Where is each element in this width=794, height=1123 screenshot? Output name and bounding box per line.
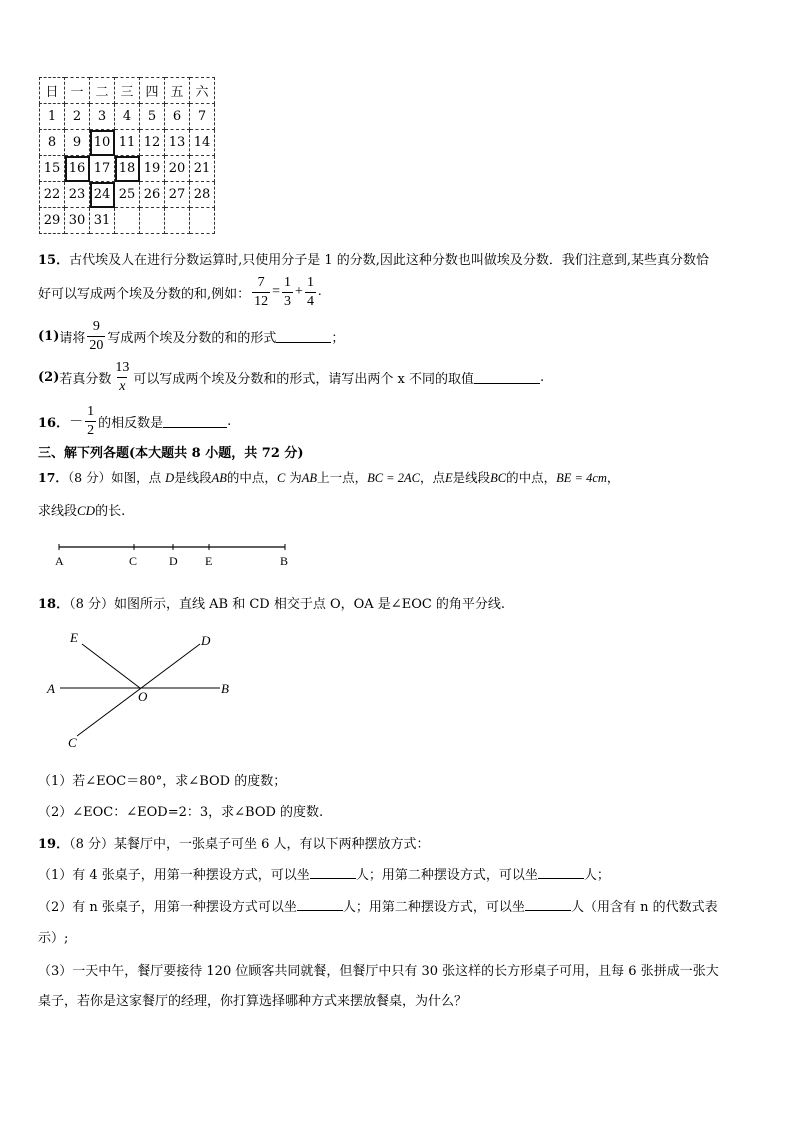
calendar-header-cell: 一 bbox=[65, 78, 90, 104]
calendar-cell: 17 bbox=[90, 156, 115, 182]
q19-part3-cont: 桌子，若你是这家餐厅的经理，你打算选择哪种方式来摆放餐桌，为什么？ bbox=[38, 994, 468, 1009]
q17-equation: BC = 2AC bbox=[367, 471, 420, 485]
q18-line bbox=[38, 593, 505, 612]
calendar-cell: 23 bbox=[65, 182, 90, 208]
q17-equation: BE = 4cm bbox=[556, 471, 607, 485]
frac-numerator: 13 bbox=[115, 359, 130, 375]
q15-part1-text-a: 请将 bbox=[59, 330, 86, 346]
q15-part2 bbox=[38, 358, 544, 396]
calendar-header-cell: 三 bbox=[115, 78, 140, 104]
calendar-cell: 15 bbox=[40, 156, 65, 182]
q16-text: 的相反数是 bbox=[98, 415, 164, 431]
calendar-cell: 27 bbox=[165, 182, 190, 208]
q15-text-2: 好可以写成两个埃及分数的和,例如： bbox=[38, 286, 251, 302]
q15-part1 bbox=[38, 318, 344, 354]
calendar-row bbox=[40, 208, 215, 234]
q16-end: . bbox=[227, 413, 232, 429]
q17-line2 bbox=[38, 500, 125, 519]
point-label-e: E bbox=[70, 630, 78, 645]
q15-part1-end: ； bbox=[331, 330, 345, 346]
answer-blank[interactable] bbox=[525, 898, 571, 911]
calendar-cell bbox=[140, 208, 165, 234]
q19-part1 bbox=[38, 864, 610, 883]
answer-blank[interactable] bbox=[297, 898, 343, 911]
q17-var: BC bbox=[490, 471, 507, 485]
q15-line2 bbox=[38, 274, 321, 310]
equals-sign: = bbox=[272, 284, 281, 299]
q19-part2-cont: 示）; bbox=[38, 931, 69, 946]
ray-oe bbox=[82, 644, 140, 688]
frac-numerator: 1 bbox=[306, 274, 314, 290]
q15-example-frac-1 bbox=[252, 276, 270, 309]
q17-var: E bbox=[444, 471, 453, 485]
q15-part2-frac bbox=[113, 361, 131, 394]
minus-sign: － bbox=[69, 415, 84, 430]
calendar-cell: 25 bbox=[115, 182, 140, 208]
answer-blank[interactable] bbox=[310, 866, 356, 879]
q15-part2-text-a: 若真分数 bbox=[59, 371, 112, 387]
calendar-cell: 8 bbox=[40, 130, 65, 156]
calendar-cell: 7 bbox=[190, 104, 215, 130]
q17-text: 的中点， bbox=[226, 470, 277, 485]
q18-part2: （2）∠EOC：∠EOD=2：3，求∠BOD 的度数. bbox=[38, 805, 324, 820]
q17-number: 17． bbox=[38, 470, 68, 485]
calendar-header-row bbox=[40, 78, 215, 104]
q15-example-frac-3 bbox=[305, 276, 316, 309]
q17-var: AB bbox=[301, 471, 318, 485]
section-heading: 三、解下列各题(本大题共 8 小题，共 72 分) bbox=[38, 446, 304, 461]
calendar-cell: 31 bbox=[90, 208, 115, 234]
answer-blank[interactable] bbox=[474, 371, 540, 384]
point-label-a: A bbox=[47, 681, 55, 696]
calendar-header-cell: 四 bbox=[140, 78, 165, 104]
calendar-cell: 28 bbox=[190, 182, 215, 208]
calendar-cell: 21 bbox=[190, 156, 215, 182]
q19-part2-text: （2）有 n 张桌子，用第一种摆设方式可以坐 bbox=[38, 900, 297, 915]
q19-line bbox=[38, 833, 430, 852]
q19-number: 19． bbox=[38, 837, 70, 852]
q17-text: 如图，点 bbox=[111, 470, 162, 485]
point-label-c: C bbox=[68, 735, 77, 750]
q17-var: D bbox=[165, 471, 175, 485]
q19-part3: （3）一天中午，餐厅要接待 120 位顾客共同就餐，但餐厅中只有 30 张这样的长方形桌子可用，且每 6 张拼成一张大 bbox=[38, 964, 719, 979]
q17-var: CD bbox=[77, 503, 96, 518]
q17-text: 是线段 bbox=[452, 470, 491, 485]
q19-part2 bbox=[38, 896, 718, 915]
q15-example-frac-2 bbox=[282, 276, 293, 309]
calendar-cell: 1 bbox=[40, 104, 65, 130]
period: . bbox=[317, 284, 322, 299]
calendar-cell: 9 bbox=[65, 130, 90, 156]
q15-part1-frac bbox=[87, 320, 105, 353]
frac-denominator: 4 bbox=[306, 293, 314, 309]
calendar-cell: 12 bbox=[140, 130, 165, 156]
frac-denominator: 20 bbox=[89, 337, 104, 353]
q19-part1-text: 人； bbox=[583, 868, 610, 883]
point-label-a: A bbox=[55, 554, 64, 568]
calendar-cell: 5 bbox=[140, 104, 165, 130]
answer-blank[interactable] bbox=[163, 415, 227, 428]
q16-number: 16． bbox=[38, 415, 70, 431]
calendar-cell-boxed: 18 bbox=[115, 156, 140, 182]
plus-sign: + bbox=[295, 284, 303, 299]
calendar-cell: 14 bbox=[190, 130, 215, 156]
calendar-cell bbox=[115, 208, 140, 234]
calendar-cell: 6 bbox=[165, 104, 190, 130]
frac-numerator: 7 bbox=[257, 274, 265, 290]
q15-part2-end: . bbox=[539, 369, 545, 385]
frac-numerator: 1 bbox=[284, 274, 292, 290]
point-label-e: E bbox=[205, 554, 213, 568]
q17-text: 上一点， bbox=[317, 470, 368, 485]
point-label-b: B bbox=[221, 681, 229, 696]
calendar-cell: 20 bbox=[165, 156, 190, 182]
calendar-cell bbox=[165, 208, 190, 234]
q17-text: ，点 bbox=[419, 470, 445, 485]
calendar-cell: 4 bbox=[115, 104, 140, 130]
calendar-cell: 11 bbox=[115, 130, 140, 156]
calendar-cell: 22 bbox=[40, 182, 65, 208]
frac-denominator: x bbox=[119, 378, 126, 394]
q19-intro: 某餐厅中，一张桌子可坐 6 人，有以下两种摆放方式： bbox=[114, 837, 430, 852]
answer-blank[interactable] bbox=[276, 330, 331, 343]
q17-text: 的中点， bbox=[506, 470, 557, 485]
calendar-row bbox=[40, 156, 215, 182]
calendar-row bbox=[40, 130, 215, 156]
calendar-row bbox=[40, 182, 215, 208]
q16-frac bbox=[85, 405, 96, 438]
q15-part1-label: (1) bbox=[38, 328, 60, 344]
point-label-d: D bbox=[201, 633, 211, 648]
q17-text: 是线段 bbox=[174, 470, 212, 485]
q19-part1-text: （1）有 4 张桌子，用第一种摆设方式，可以坐 bbox=[38, 868, 310, 883]
q19-part1-text: 人；用第二种摆设方式，可以坐 bbox=[355, 868, 538, 883]
frac-denominator: 2 bbox=[87, 422, 95, 438]
calendar-table bbox=[39, 77, 215, 234]
frac-denominator: 3 bbox=[284, 293, 292, 309]
calendar-cell bbox=[190, 208, 215, 234]
q15-text-1: 古代埃及人在进行分数运算时,只使用分子是 1 的分数,因此这种分数也叫做埃及分数．我们注意到,某些真分数恰 bbox=[69, 253, 710, 268]
calendar-cell-boxed: 10 bbox=[90, 130, 115, 156]
answer-blank[interactable] bbox=[538, 866, 584, 879]
q17-line1 bbox=[38, 468, 619, 486]
q18-score: （8 分） bbox=[69, 597, 114, 612]
point-label-c: C bbox=[129, 554, 138, 568]
q15-line1 bbox=[38, 249, 709, 268]
point-label-b: B bbox=[280, 554, 289, 568]
calendar-cell-boxed: 24 bbox=[90, 182, 115, 208]
point-label-d: D bbox=[169, 554, 178, 568]
calendar-cell: 29 bbox=[40, 208, 65, 234]
q15-number: 15． bbox=[38, 253, 70, 268]
q16-line bbox=[38, 403, 231, 439]
frac-numerator: 1 bbox=[87, 403, 95, 419]
point-label-o: O bbox=[138, 689, 148, 704]
calendar-cell: 2 bbox=[65, 104, 90, 130]
calendar-cell: 13 bbox=[165, 130, 190, 156]
q17-text: 为 bbox=[289, 470, 302, 485]
calendar-row bbox=[40, 104, 215, 130]
q17-text: 求线段 bbox=[38, 504, 78, 519]
calendar-header-cell: 二 bbox=[90, 78, 115, 104]
calendar-header-cell: 五 bbox=[165, 78, 190, 104]
q17-score: （8 分） bbox=[67, 470, 112, 485]
q18-text: 如图所示，直线 AB 和 CD 相交于点 O，OA 是∠EOC 的角平分线. bbox=[114, 597, 506, 612]
calendar-cell-boxed: 16 bbox=[65, 156, 90, 182]
q17-var: AB bbox=[211, 471, 227, 485]
q18-number: 18． bbox=[38, 597, 70, 612]
calendar-cell: 30 bbox=[65, 208, 90, 234]
frac-numerator: 9 bbox=[92, 318, 100, 334]
q15-part2-text-b: 可以写成两个埃及分数和的形式，请写出两个 x 不同的取值 bbox=[133, 371, 474, 387]
q19-part2-text: 人；用第二种摆设方式，可以坐 bbox=[342, 900, 525, 915]
calendar-header-cell: 日 bbox=[40, 78, 65, 104]
calendar-cell: 3 bbox=[90, 104, 115, 130]
q19-score: （8 分） bbox=[69, 837, 114, 852]
q17-var: C bbox=[276, 471, 286, 485]
q18-part1: （1）若∠EOC＝80°，求∠BOD 的度数； bbox=[38, 774, 287, 789]
calendar-header-cell: 六 bbox=[190, 78, 215, 104]
calendar-cell: 26 bbox=[140, 182, 165, 208]
q19-part2-text: 人（用含有 n 的代数式表 bbox=[570, 900, 718, 915]
q15-part1-text-b: 写成两个埃及分数的和的形式 bbox=[107, 330, 277, 346]
q17-text: ， bbox=[606, 470, 620, 485]
frac-denominator: 12 bbox=[254, 293, 269, 309]
q17-segment-figure bbox=[40, 538, 310, 572]
q15-part2-label: (2) bbox=[38, 369, 60, 385]
q17-text: 的长. bbox=[95, 504, 126, 519]
q18-angle-figure bbox=[40, 625, 250, 755]
calendar-cell: 19 bbox=[140, 156, 165, 182]
